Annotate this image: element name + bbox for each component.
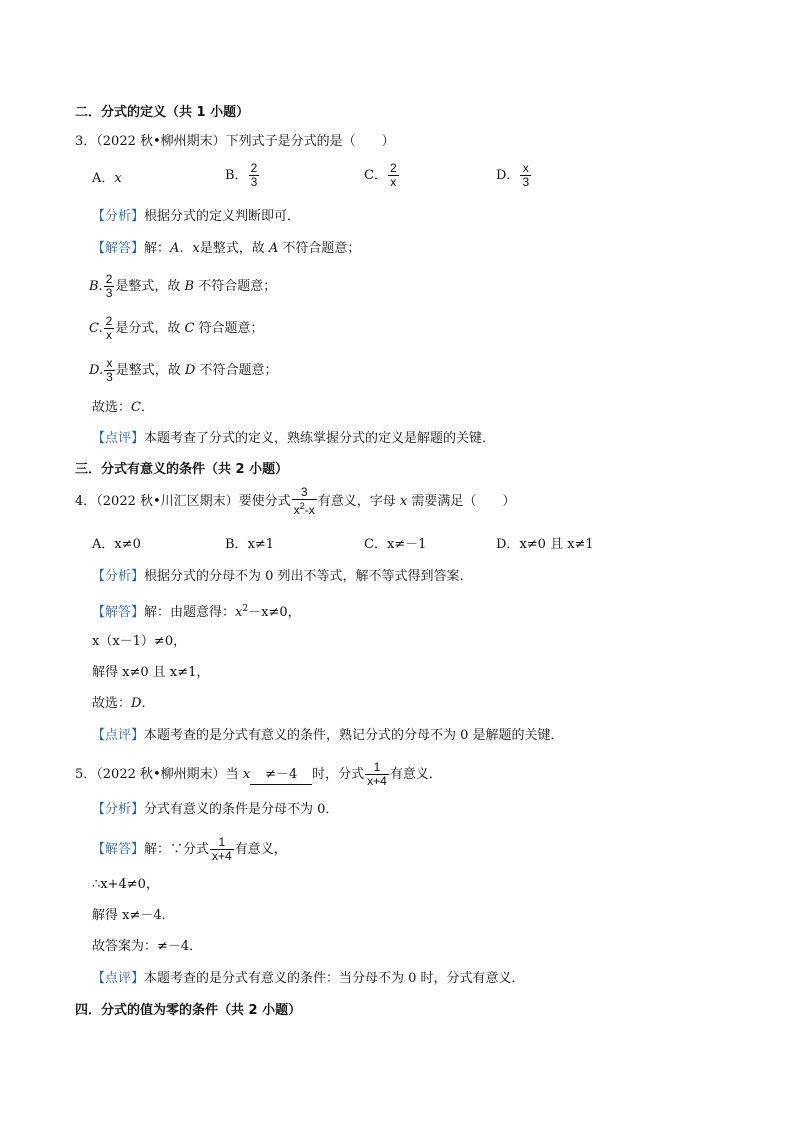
numerator: 2 [389, 161, 397, 175]
section-heading: 四．分式的值为零的条件（共 2 小题） [75, 1003, 302, 1018]
option-label: D． [496, 537, 520, 552]
choose-line [92, 399, 154, 417]
question-text: 时，分式 [312, 767, 365, 782]
answer-tag: 【解答】 [92, 605, 145, 620]
numerator: 3 [292, 486, 317, 500]
analysis-text: 分式有意义的条件是分母不为 0． [144, 802, 339, 817]
option-a [92, 170, 122, 188]
question-5-stem [75, 761, 442, 788]
comment-tag: 【点评】 [92, 728, 145, 743]
comment-tag: 【点评】 [92, 431, 145, 446]
answer-var: B [184, 279, 195, 294]
answer-var: D [184, 363, 196, 378]
section-heading: 二．分式的定义（共 1 小题） [75, 105, 250, 120]
question-number: 3． [75, 134, 97, 149]
option-value: x≠1 [247, 537, 275, 552]
analysis-tag: 【分析】 [92, 569, 145, 584]
answer-var: A [268, 241, 279, 256]
fraction [249, 162, 260, 189]
option-value: x≠－1 [386, 537, 427, 552]
option-label: C． [364, 168, 387, 183]
question-text: 下列式子是分式的是（ ） [225, 134, 395, 149]
analysis-text: 根据分式的分母不为 0 列出不等式，解不等式得到答案． [144, 569, 473, 584]
answer-var: D [131, 696, 142, 711]
section-heading: 三．分式有意义的条件（共 2 小题） [75, 462, 289, 477]
question-number: 4． [75, 494, 97, 509]
question-3-stem [75, 133, 395, 151]
question-var: x [399, 494, 408, 509]
fraction [104, 357, 115, 384]
answer-var: C [131, 400, 141, 415]
question-text: 有意义． [389, 767, 442, 782]
option-d [496, 536, 594, 554]
denominator: x+4 [212, 849, 232, 863]
answer-line-2: x（x－1）≠0， [92, 634, 187, 649]
question-source: （2022 秋•柳州期末） [96, 134, 226, 149]
analysis-text: 根据分式的定义判断即可． [144, 209, 301, 224]
answer-line-1 [92, 836, 287, 863]
option-c [364, 536, 426, 554]
exponent: 2 [242, 604, 249, 614]
option-d [496, 162, 532, 189]
option-b [225, 536, 274, 554]
answer-line-d [89, 357, 278, 384]
answer-var: C [184, 321, 195, 336]
question-source: （2022 秋•柳州期末） [96, 767, 226, 782]
answer-tag: 【解答】 [92, 842, 145, 857]
fraction [520, 162, 531, 189]
answer-line-1 [92, 240, 360, 258]
answer-text: 有意义， [234, 842, 287, 857]
answer-tag: 【解答】 [92, 241, 145, 256]
option-b [225, 162, 260, 189]
comment-text: 本题考查了分式的定义，熟练掌握分式的定义是解题的关键． [144, 431, 496, 446]
option-label: C． [364, 537, 387, 552]
option-a [92, 536, 141, 554]
answer-line-3: 解得 x≠0 且 x≠1， [92, 665, 210, 680]
answer-blank: ≠－4 [250, 766, 312, 785]
answer-line-2: ∴x+4≠0， [92, 877, 159, 892]
numerator: x [104, 357, 115, 371]
answer-text: 是整式，故 [115, 363, 185, 378]
comment-tag: 【点评】 [92, 971, 145, 986]
answer-text: 故选： [92, 696, 132, 711]
answer-var: x [235, 605, 243, 620]
numerator: x [520, 162, 531, 176]
comment [92, 727, 564, 745]
answer-text: 不符合题意； [278, 241, 361, 256]
denominator: 3 [105, 286, 113, 300]
numerator: 2 [250, 161, 258, 175]
denominator: 3 [106, 370, 113, 384]
comment [92, 970, 525, 988]
analysis [92, 801, 338, 819]
numerator: 1 [365, 761, 389, 775]
choose-line [92, 695, 154, 713]
fraction [365, 761, 389, 788]
answer-var: B. [89, 279, 103, 294]
answer-line-3: 解得 x≠－4． [92, 908, 175, 923]
denominator [292, 500, 317, 517]
denominator: x+4 [367, 774, 387, 788]
answer-text: 是分式，故 [115, 321, 185, 336]
analysis [92, 568, 473, 586]
answer-text: 不符合题意； [195, 363, 278, 378]
answer-line-b [89, 273, 276, 300]
denominator-part: x [293, 503, 300, 517]
fraction [388, 162, 399, 189]
fraction [210, 836, 234, 863]
comment [92, 430, 495, 448]
denominator-part: -x [304, 503, 315, 517]
analysis-tag: 【分析】 [92, 209, 145, 224]
answer-text: 解：∵分式 [144, 842, 210, 857]
option-value: x [114, 171, 122, 186]
option-label: D． [496, 168, 520, 183]
analysis [92, 208, 300, 226]
answer-var: C. [89, 321, 103, 336]
answer-text: 是整式，故 [115, 279, 185, 294]
denominator: x [390, 175, 397, 189]
answer-line-c [89, 315, 264, 342]
answer-text: 故选： [92, 400, 132, 415]
question-text: 要使分式 [238, 494, 291, 509]
answer-text: 解：由题意得： [144, 605, 236, 620]
answer-var: A． [170, 241, 193, 256]
numerator: 1 [210, 836, 234, 850]
option-label: B． [225, 168, 248, 183]
option-value: x≠0 [114, 537, 141, 552]
answer-text: 是整式，故 [199, 241, 269, 256]
question-text: 有意义，字母 [317, 494, 400, 509]
denominator: 3 [250, 175, 258, 189]
option-c [364, 162, 400, 189]
answer-text: 解： [144, 241, 171, 256]
question-source: （2022 秋•川汇区期末） [96, 494, 239, 509]
comment-text: 本题考查的是分式有意义的条件：当分母不为 0 时，分式有意义． [144, 971, 525, 986]
fraction [292, 486, 317, 517]
answer-text: －x≠0， [248, 605, 301, 620]
numerator: 2 [105, 272, 113, 286]
comment-text: 本题考查的是分式有意义的条件，熟记分式的分母不为 0 是解题的关键． [144, 728, 564, 743]
option-label: A． [92, 171, 115, 186]
answer-text: ． [140, 400, 154, 415]
numerator: 2 [105, 314, 113, 328]
answer-line-1 [92, 600, 301, 622]
answer-text: 符合题意； [194, 321, 264, 336]
denominator: x [105, 328, 112, 342]
answer-var: x [192, 241, 200, 256]
question-var: x [242, 767, 251, 782]
analysis-tag: 【分析】 [92, 802, 145, 817]
exponent: 2 [299, 501, 305, 511]
question-text: 当 [225, 767, 243, 782]
answer-text: ． [141, 696, 155, 711]
denominator: 3 [522, 175, 530, 189]
answer-line-4: 故答案为：≠－4． [92, 939, 203, 954]
option-label: B． [225, 537, 248, 552]
question-text: 需要满足（ ） [407, 494, 516, 509]
question-number: 5． [75, 767, 97, 782]
option-value: x≠0 且 x≠1 [519, 537, 594, 552]
answer-var: D. [89, 363, 104, 378]
fraction [104, 315, 115, 342]
option-label: A． [92, 537, 115, 552]
answer-text: 不符合题意； [194, 279, 277, 294]
question-4-stem [75, 486, 515, 517]
fraction [104, 273, 115, 300]
